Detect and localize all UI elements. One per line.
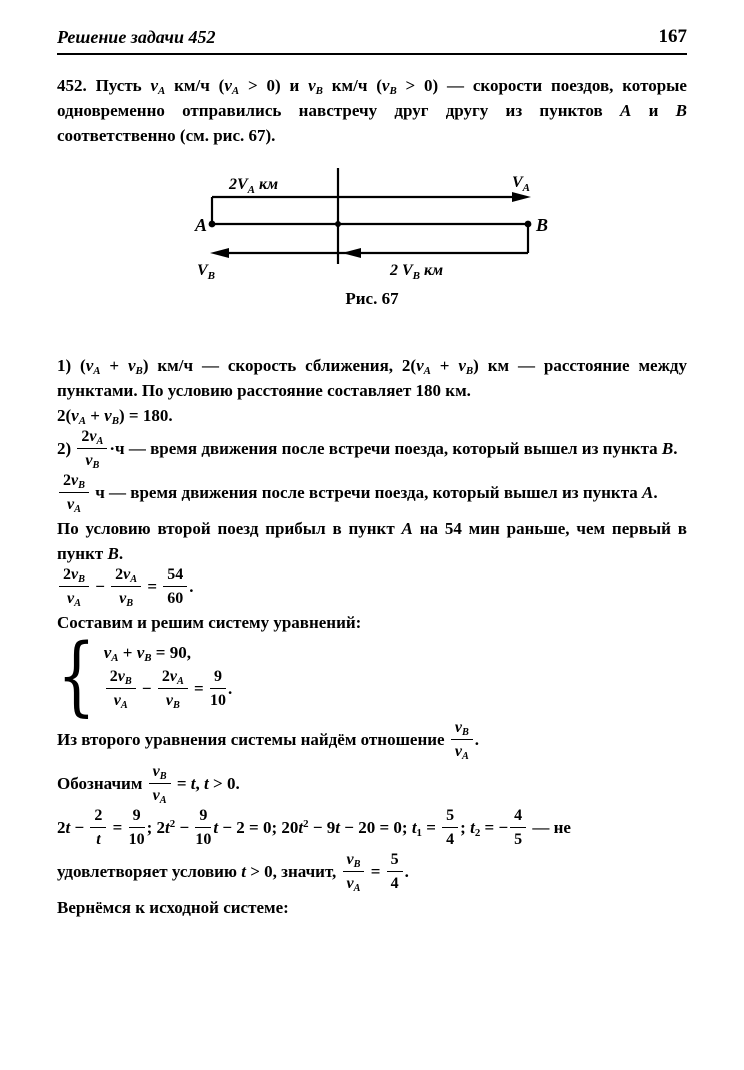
- fraction-numerator: 4: [510, 805, 526, 828]
- fraction-numerator: [149, 761, 171, 784]
- math-var: $v_B$: [458, 356, 474, 377]
- math-var: $v_B$: [308, 76, 323, 97]
- fraction-numerator: $2v_B$: [106, 666, 136, 689]
- fraction-denominator: [111, 587, 141, 608]
- fraction-denominator: 5: [514, 831, 523, 848]
- math-var: $v_A$: [152, 787, 167, 806]
- fraction-denominator: t: [96, 831, 101, 848]
- paragraph: Вернёмся к исходной системе:: [57, 898, 289, 917]
- math-var: $t_2$: [470, 817, 481, 839]
- math-var: $t_1$: [411, 817, 422, 839]
- paragraph: $\frac{2v_B}{v_A}$ − $\frac{2v_A}{v_B}$ = $\frac{54}{60}$ .: [57, 566, 687, 610]
- math-var: $v_B$: [128, 356, 143, 377]
- figure-diagram: [57, 162, 687, 282]
- fraction: [104, 666, 138, 710]
- fraction-numerator: 2: [90, 805, 106, 828]
- paragraph: Обозначим $\frac{v_B}{v_A}$ = t, t > 0.: [57, 763, 240, 806]
- fraction: [341, 849, 367, 893]
- figure-67: [57, 162, 687, 311]
- fraction: [57, 470, 91, 514]
- paragraph: Из второго уравнения системы найдём отношение $\frac{v_B}{v_A}$ .: [57, 719, 480, 762]
- math-var: $v_B$: [136, 643, 152, 664]
- fraction: [385, 849, 405, 893]
- fraction-denominator: [149, 784, 171, 805]
- math-var: $v_B$: [104, 406, 119, 427]
- paragraph: 2) $\frac{2v_A}{v_B}$ ·ч — время движения после встречи поезда, который вышел из пункта B.: [57, 428, 678, 471]
- fraction: [88, 805, 108, 849]
- fraction-numerator: $2v_A$: [158, 666, 188, 689]
- paragraph: 1) $(v_A + v_B)$ км/ч — скорость сближения, $2(v_A + v_B)$ км — расстояние между пунктами. По условию расстояние составляет 180 км.: [57, 356, 687, 400]
- math-var: $v_A$: [85, 356, 101, 377]
- fraction-numerator: $2v_B$: [59, 470, 89, 493]
- fraction-denominator: 10: [209, 692, 226, 709]
- fraction: [449, 717, 475, 761]
- math-var: $v_B$: [346, 851, 361, 870]
- math-var: $v_A$: [150, 76, 166, 97]
- system-brace-icon: {: [57, 626, 96, 726]
- math-var: $v_A$: [454, 743, 469, 762]
- dist-a-label: $2V_A$ км: [229, 176, 279, 196]
- equation-system: [57, 626, 687, 726]
- fraction: [156, 666, 190, 710]
- fraction-numerator: 5: [387, 849, 403, 872]
- paragraph: удовлетворяет условию t > 0, значит, $\frac{v_B}{v_A}$ = $\frac{5}{4}$ .: [57, 851, 409, 894]
- fraction-denominator: [77, 449, 107, 470]
- math-var: $v_A$: [103, 643, 119, 664]
- math-var: $v_A$: [71, 406, 86, 427]
- paragraph: 452. Пусть $v_A$ км/ч $(v_A > 0)$ и $v_B$ км/ч $(v_B > 0)$ — скорости поездов, которые одновременно отправились навстречу друг другу из пунктов A и B соответственно (см. рис. 67).: [57, 76, 687, 145]
- fraction: [147, 761, 173, 805]
- math-var: $v_B$: [165, 692, 180, 711]
- fraction: [127, 805, 147, 849]
- math-var: $v_A$: [346, 875, 361, 894]
- math-var: $v_A$: [67, 496, 81, 515]
- fraction-numerator: 5: [442, 805, 458, 828]
- velocity-a-label: $V_A$: [512, 174, 531, 194]
- fraction-denominator: 10: [195, 831, 212, 848]
- fraction-denominator: 60: [167, 590, 184, 607]
- math-var: $v_A$: [67, 590, 81, 609]
- fraction-numerator: 9: [195, 805, 211, 828]
- math-var: $v_B$: [71, 472, 85, 491]
- page-header: [57, 26, 687, 55]
- figure-caption: Рис. 67: [345, 289, 399, 308]
- fraction-numerator: [343, 849, 365, 872]
- fraction-denominator: [158, 689, 188, 710]
- fraction-numerator: [451, 717, 473, 740]
- running-title: Решение задачи 452: [57, 27, 216, 47]
- fraction: [508, 805, 528, 849]
- fraction: [161, 564, 189, 608]
- math-var: $v_A$: [169, 668, 184, 687]
- fraction-denominator: [59, 587, 89, 608]
- math-var: $v_A$: [113, 692, 128, 711]
- math-var: $v_B$: [454, 719, 469, 738]
- math-var: $v_A$: [416, 356, 431, 377]
- vb-arrowhead-center-icon: [342, 248, 361, 258]
- paragraph: $2(v_A + v_B) = 180$.: [57, 406, 173, 427]
- point-a-dot: [209, 221, 216, 228]
- point-b-label: B: [536, 215, 549, 235]
- math-var: $v_B$: [71, 566, 85, 585]
- math-var: $v_A$: [89, 428, 104, 447]
- velocity-b-label: $V_B$: [197, 262, 216, 282]
- page-number: 167: [658, 26, 687, 47]
- solution-text-bottom: [57, 353, 687, 920]
- paragraph: Составим и решим систему уравнений:: [57, 613, 362, 632]
- fraction-denominator: [59, 493, 89, 514]
- math-var: $v_B$: [381, 76, 397, 97]
- paragraph: 2t − $\frac{2}{t}$ = $\frac{9}{10}$ ; $2t^2$ − $\frac{9}{10}$ t − 2 = 0; $20t^2 - 9t - 20 = 0$; $t_1$ = $\frac{5}{4}$ ; $t_2$ = − $\frac{4}{5}$ — не: [57, 807, 571, 848]
- fraction-denominator: 4: [390, 875, 399, 892]
- fraction: [193, 805, 213, 849]
- fraction-numerator: 54: [163, 564, 187, 587]
- fraction: [440, 805, 460, 849]
- fraction-denominator: 10: [128, 831, 145, 848]
- fraction-denominator: 4: [446, 831, 455, 848]
- math-var: $v_B$: [117, 668, 132, 687]
- fraction-denominator: [343, 872, 365, 893]
- paragraph: $\frac{2v_B}{v_A}$ ч — время движения после встречи поезда, который вышел из пункта A.: [57, 472, 687, 516]
- math-var: $v_B$: [152, 763, 167, 782]
- meeting-dot: [335, 221, 341, 227]
- math-var: $v_A$: [123, 566, 138, 585]
- system-rows: [104, 637, 233, 715]
- math-var: $v_A$: [224, 76, 240, 97]
- dist-b-label: 2 $V_B$ км: [390, 262, 444, 282]
- fraction-numerator: $2v_A$: [111, 564, 141, 587]
- fraction-denominator: [106, 689, 136, 710]
- point-a-label: A: [194, 215, 207, 235]
- paragraph: По условию второй поезд прибыл в пункт A на 54 мин раньше, чем первый в пункт B.: [57, 519, 687, 563]
- system-row: $v_A + v_B = 90$,: [103, 643, 191, 664]
- fraction: [57, 564, 91, 608]
- fraction-numerator: 9: [210, 666, 226, 689]
- math-var: $v_B$: [119, 590, 134, 609]
- fraction: [208, 666, 228, 710]
- vb-arrowhead-left-icon: [210, 248, 229, 258]
- fraction: [75, 426, 109, 470]
- solution-text-top: [57, 73, 687, 148]
- fraction-numerator: $2v_A$: [77, 426, 107, 449]
- math-var: $v_B$: [85, 452, 100, 471]
- fraction: [109, 564, 143, 608]
- system-row: $\frac{2v_B}{v_A}$ − $\frac{2v_A}{v_B}$ = $\frac{9}{10}$ .: [104, 668, 233, 712]
- fraction-numerator: 9: [129, 805, 145, 828]
- fraction-numerator: $2v_B$: [59, 564, 89, 587]
- fraction-denominator: [451, 740, 473, 761]
